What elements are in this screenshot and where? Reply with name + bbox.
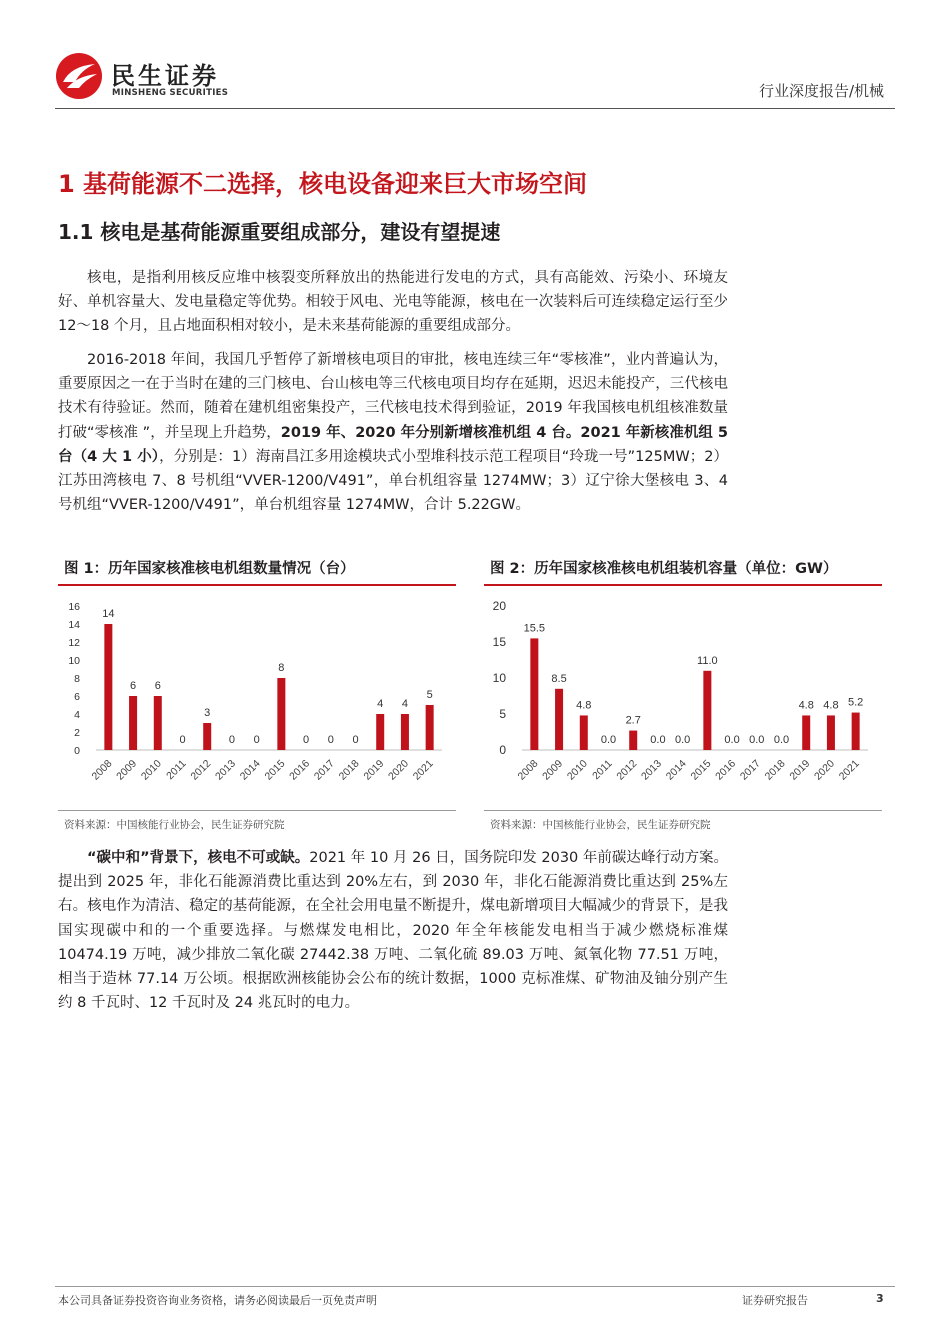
bar-2021 [426, 705, 434, 750]
y-tick-label: 20 [492, 599, 506, 613]
x-tick-label-2021: 2021 [410, 757, 436, 783]
x-tick-label-2012: 2012 [188, 757, 214, 783]
figure-2 [484, 558, 882, 832]
x-tick-label-2016: 2016 [713, 757, 739, 783]
approval-text-bold: 2019 年、2020 年分别新增核准机组 4 台。2021 年新核准机组 5 台（4 大 1 小） [58, 424, 728, 465]
approval-text-part1: 2016-2018 年间，我国几乎暂停了新增核电项目的审批，核电连续三年“零核准”，业内普遍认为，重要原因之一在于当时在建的三门核电、台山核电等三代核电项目均存在延期，迟迟未能投产，三代核电技术有待验证。然而，随着在建机组密集投产，三代核电技术得到验证，2019 年我国核电机组核准数量打破“零核准 ”，并呈现上升趋势， [58, 352, 728, 441]
data-label-2008: 15.5 [523, 622, 546, 635]
carbon-neutral-body: 2021 年 10 月 26 日，国务院印发 2030 年前碳达峰行动方案。提出到 2025 年，非化石能源消费比重达到 20%左右，到 2030 年，非化石能源消费比重达到 25%左右。核电作为清洁、稳定的基荷能源，在全社会用电量不断提升，煤电新增项目大幅减少的背景下，是我国实现碳中和的一个重要选择。与燃煤发电相比，2020 年全年核能发电相当于减少燃烧标准煤 10474.19 万吨，减少排放二氧化碳 27442.38 万吨、二氧化硫 89.03 万吨、氮氧化物 77.51 万吨，相当于造林 77.14 万公顷。根据欧洲核能协会公布的统计数据，1000 克标准煤、矿物油及铀分别产生约 8 千瓦时、12 千瓦时及 24 兆瓦时的电力。 [58, 850, 729, 1012]
x-tick-label-2010: 2010 [138, 757, 164, 783]
x-tick-label-2008: 2008 [515, 757, 541, 783]
bar-2019 [376, 714, 384, 750]
paragraph-carbon-neutral [58, 846, 728, 1015]
x-tick-label-2011: 2011 [164, 757, 189, 783]
data-label-2020: 4.8 [823, 699, 839, 712]
data-label-2014: 0 [253, 734, 260, 746]
page-number: 3 [876, 1292, 884, 1305]
bar-2008 [530, 638, 538, 750]
data-label-2014: 0.0 [674, 734, 691, 746]
x-tick-label-2020: 2020 [386, 757, 412, 783]
data-label-2019: 4.8 [798, 699, 814, 712]
y-tick-label: 16 [68, 601, 80, 613]
logo-chinese-name: 民生证券 [111, 62, 219, 90]
page-header [0, 0, 950, 112]
data-label-2011: 0 [179, 734, 186, 746]
x-tick-label-2009: 2009 [540, 757, 566, 783]
x-tick-label-2011: 2011 [590, 757, 615, 783]
data-label-2017: 0 [327, 734, 334, 746]
y-tick-label: 15 [492, 635, 506, 649]
chart-unit-count [58, 590, 456, 810]
x-tick-label-2015: 2015 [688, 757, 714, 783]
x-tick-label-2019: 2019 [787, 757, 813, 783]
footer-report-type: 证券研究报告 [742, 1294, 808, 1307]
carbon-neutral-lead: “碳中和”背景下，核电不可或缺。 [87, 850, 310, 866]
data-label-2012: 3 [204, 707, 211, 719]
figure-2-title-rule [484, 584, 882, 586]
y-tick-label: 0 [499, 743, 506, 757]
section-heading: 1 基荷能源不二选择，核电设备迎来巨大市场空间 [58, 170, 588, 198]
data-label-2008: 14 [102, 608, 115, 620]
y-tick-label: 2 [74, 727, 80, 739]
x-tick-label-2012: 2012 [614, 757, 640, 783]
y-tick-label: 10 [492, 671, 506, 685]
data-label-2012: 2.7 [625, 714, 641, 727]
data-label-2018: 0.0 [773, 734, 790, 746]
bar-2021 [852, 713, 860, 750]
data-label-2016: 0 [303, 734, 310, 746]
x-tick-label-2013: 2013 [639, 757, 665, 783]
x-tick-label-2009: 2009 [114, 757, 140, 783]
chart-installed-capacity [484, 590, 882, 810]
x-tick-label-2018: 2018 [762, 757, 788, 783]
x-tick-label-2014: 2014 [663, 757, 689, 783]
data-label-2018: 0 [352, 734, 359, 746]
data-label-2011: 0.0 [600, 734, 617, 746]
report-category: 行业深度报告/机械 [758, 82, 884, 100]
y-tick-label: 14 [68, 619, 80, 631]
company-logo [55, 52, 245, 102]
bar-2010 [154, 696, 162, 750]
paragraph-nuclear-definition: 核电，是指利用核反应堆中核裂变所释放出的热能进行发电的方式，具有高能效、污染小、环境友好、单机容量大、发电量稳定等优势。相较于风电、光电等能源，核电在一次装料后可连续稳定运行至少 12～18 个月，且占地面积相对较小，是未来基荷能源的重要组成部分。 [58, 270, 728, 335]
data-label-2020: 4 [401, 698, 408, 710]
data-label-2017: 0.0 [749, 734, 765, 746]
data-label-2021: 5.2 [847, 696, 864, 709]
y-tick-label: 8 [74, 673, 80, 685]
x-tick-label-2017: 2017 [737, 757, 763, 783]
figure-2-source: 资料来源：中国核能行业协会，民生证券研究院 [490, 819, 711, 831]
x-tick-label-2019: 2019 [361, 757, 387, 783]
data-label-2010: 6 [154, 680, 161, 692]
bar-2019 [802, 715, 810, 750]
bar-2020 [401, 714, 409, 750]
figure-1-source: 资料来源：中国核能行业协会，民生证券研究院 [64, 819, 285, 831]
bar-2008 [104, 624, 112, 750]
x-tick-label-2018: 2018 [336, 757, 362, 783]
data-label-2013: 0 [228, 734, 235, 746]
y-tick-label: 10 [68, 655, 80, 667]
paragraph-approval-history [58, 348, 728, 517]
data-label-2009: 8.5 [551, 672, 567, 685]
data-label-2016: 0.0 [724, 734, 740, 746]
bar-2012 [203, 723, 211, 750]
data-label-2010: 4.8 [576, 699, 592, 712]
x-tick-label-2010: 2010 [564, 757, 590, 783]
figure-2-title: 图 2：历年国家核准核电机组装机容量（单位：GW） [490, 561, 838, 577]
x-tick-label-2020: 2020 [812, 757, 838, 783]
footer-disclaimer: 本公司具备证券投资咨询业务资格，请务必阅读最后一页免责声明 [58, 1294, 377, 1307]
x-tick-label-2013: 2013 [213, 757, 239, 783]
bar-2009 [555, 689, 563, 750]
subsection-heading: 1.1 核电是基荷能源重要组成部分，建设有望提速 [58, 220, 501, 244]
x-tick-label-2008: 2008 [89, 757, 115, 783]
figure-1 [58, 558, 456, 832]
bar-2020 [827, 715, 835, 750]
figure-1-bottom-rule [58, 810, 456, 811]
x-tick-label-2014: 2014 [237, 757, 263, 783]
data-label-2019: 4 [377, 698, 384, 710]
footer-divider [55, 1286, 895, 1287]
y-tick-label: 6 [74, 691, 80, 703]
bar-2015 [277, 678, 285, 750]
bar-2015 [703, 671, 711, 750]
y-tick-label: 5 [499, 707, 506, 721]
y-tick-label: 0 [74, 745, 80, 757]
logo-english-name: MINSHENG SECURITIES [112, 88, 229, 98]
figure-2-bottom-rule [484, 810, 882, 811]
y-tick-label: 12 [68, 637, 80, 649]
y-tick-label: 4 [74, 709, 80, 721]
bar-2010 [580, 715, 588, 750]
figure-1-title: 图 1：历年国家核准核电机组数量情况（台） [64, 561, 355, 577]
figure-1-title-rule [58, 584, 456, 586]
x-tick-label-2021: 2021 [836, 757, 862, 783]
data-label-2015: 8 [278, 662, 285, 674]
bar-2009 [129, 696, 137, 750]
minsheng-logo-icon [55, 52, 103, 100]
approval-text-part2: ，分别是：1）海南昌江多用途模块式小型堆科技示范工程项目“玲珑一号”125MW；2）江苏田湾核电 7、8 号机组“VVER-1200/V491”，单台机组容量 1274MW；3）辽宁徐大堡核电 3、4 号机组“VVER-1200/V491”，单台机组容量 1274MW，合计 5.22GW。 [58, 448, 729, 514]
data-label-2021: 5 [426, 689, 433, 701]
x-tick-label-2015: 2015 [262, 757, 288, 783]
x-tick-label-2016: 2016 [287, 757, 313, 783]
data-label-2009: 6 [130, 680, 137, 692]
bar-2012 [629, 731, 637, 750]
data-label-2013: 0.0 [650, 734, 666, 746]
header-divider [55, 108, 895, 109]
data-label-2015: 11.0 [697, 654, 718, 667]
x-tick-label-2017: 2017 [311, 757, 337, 783]
